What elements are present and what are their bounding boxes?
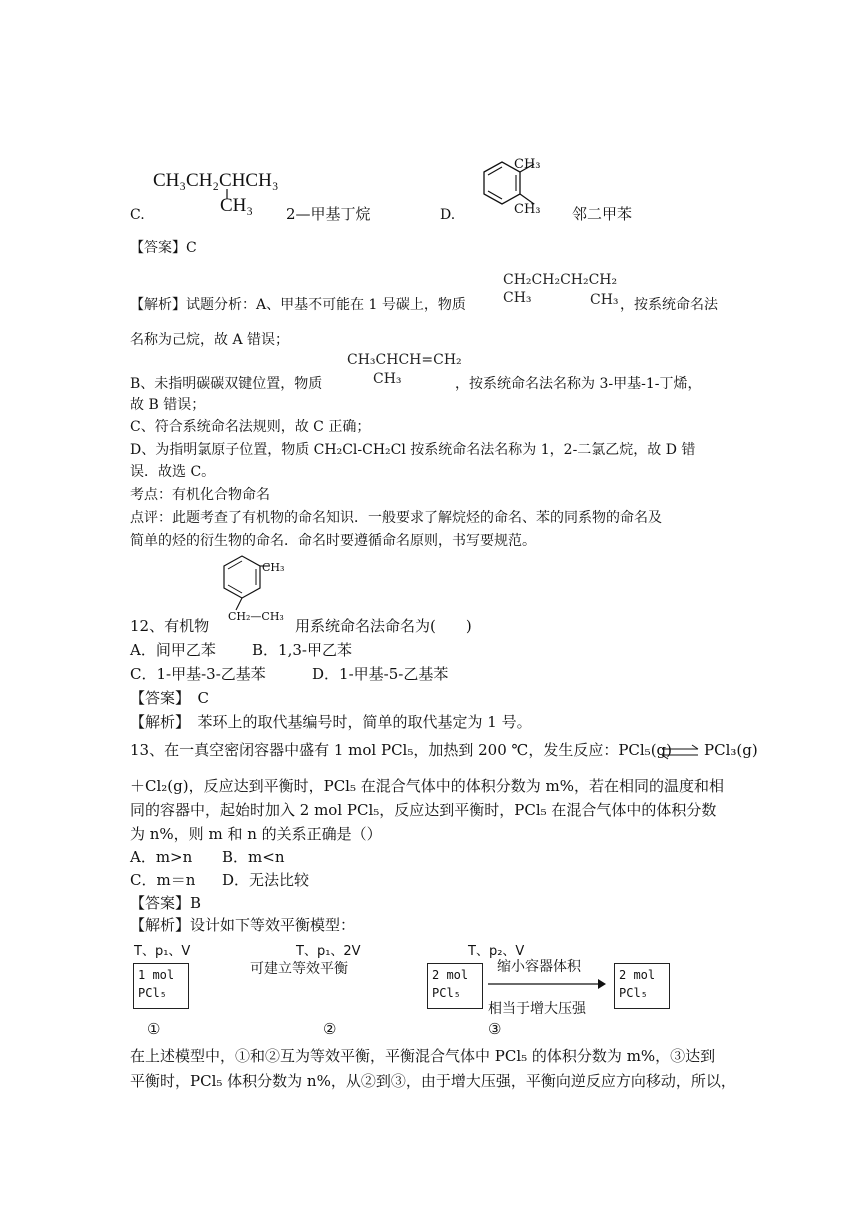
formula-2-methylbutane-branch: CH₃ (220, 195, 254, 216)
q13-analysis-intro: 【解析】设计如下等效平衡模型： (130, 916, 356, 934)
box1-substance: PCl₅ (138, 986, 167, 1000)
condition-3: T、p₂、V (468, 944, 525, 959)
analysis-d-line1: D、为指明氯原子位置，物质 CH₂Cl-CH₂Cl 按系统命名法名称为 1，2-二氯乙烷，故 D 错 (130, 442, 696, 458)
container-box-1 (133, 963, 189, 1009)
analysis-c: C、符合系统命名法规则，故 C 正确； (130, 419, 371, 435)
arrow-bottom-label: 相当于增大压强 (488, 1001, 586, 1017)
q13-option-d: D．无法比较 (222, 871, 310, 889)
equilibrium-arrow-icon (660, 744, 700, 760)
q12-option-a: A．间甲乙苯 (130, 641, 216, 659)
dianping-line2: 简单的烃的衍生物的命名．命名时要遵循命名原则，书写要规范。 (130, 533, 536, 549)
conclusion-line2: 平衡时，PCl₅ 体积分数为 n%，从②到③，由于增大压强，平衡向逆反应方向移动，所以， (130, 1072, 736, 1090)
q12-option-b: B．1,3-甲乙苯 (252, 641, 352, 659)
q12-analysis: 【解析】 苯环上的取代基编号时，简单的取代基定为 1 号。 (130, 713, 532, 731)
q13-line3: 同的容器中，起始时加入 2 mol PCl₅，反应达到平衡时，PCl₅ 在混合气体中的体积分数 (130, 801, 717, 819)
box2-amount: 2 mol (432, 968, 469, 982)
q13-answer: 【答案】B (130, 894, 202, 912)
q13-option-a: A．m>n (130, 848, 193, 866)
bond-line (225, 189, 229, 199)
condition-1: T、p₁、V (134, 944, 191, 959)
box2-substance: PCl₅ (432, 986, 461, 1000)
analysis-b-part2: ，按系统命名法名称为 3-甲基-1-丁烯， (455, 376, 702, 392)
formula-hexane-main: CH₂CH₂CH₂CH₂ (503, 272, 618, 288)
o-xylene-top-methyl: CH₃ (514, 157, 541, 172)
q12-answer: 【答案】 C (130, 689, 209, 707)
formula-methylbutene-main: CH₃CHCH=CH₂ (347, 352, 462, 368)
analysis-a-part2: ，按系统命名法 (620, 297, 718, 313)
q12-option-c: C．1-甲基-3-乙基苯 (130, 665, 266, 683)
kaodian: 考点：有机化合物命名 (130, 487, 270, 503)
label-state-2: ② (323, 1020, 337, 1038)
q12-prefix: 12、有机物 (130, 617, 210, 635)
option-c-letter: C. (130, 207, 145, 223)
analysis-a-part3: 名称为己烷，故 A 错误； (130, 332, 290, 348)
m-ethyltoluene-methyl: CH₃ (262, 561, 285, 574)
formula-hexane-right: CH₃ (590, 292, 619, 308)
conclusion-line1: 在上述模型中，①和②互为等效平衡，平衡混合气体中 PCl₅ 的体积分数为 m%，③达到 (130, 1047, 716, 1065)
analysis-b-part3: 故 B 错误； (130, 397, 206, 413)
dianping-line1: 点评：此题考查了有机物的命名知识．一般要求了解烷烃的命名、苯的同系物的命名及 (130, 510, 662, 526)
q13-option-c: C．m＝n (130, 871, 196, 889)
analysis-b-part1: B、未指明碳碳双键位置，物质 (130, 376, 323, 392)
formula-methylbutene-branch: CH₃ (373, 371, 402, 387)
container-box-2 (427, 963, 483, 1009)
q13-option-b: B．m<n (222, 848, 285, 866)
q13-line4: 为 n%，则 m 和 n 的关系正确是（） (130, 825, 382, 843)
o-xylene-bottom-methyl: CH₃ (514, 202, 541, 217)
arrow-top-label: 缩小容器体积 (497, 959, 581, 975)
equivalent-equilibrium-label: 可建立等效平衡 (250, 961, 348, 977)
condition-2: T、p₁、2V (296, 944, 361, 959)
formula-hexane-left: CH₃ (503, 290, 532, 306)
option-c-name: 2—甲基丁烷 (286, 205, 371, 223)
label-state-1: ① (147, 1020, 161, 1038)
box3-amount: 2 mol (619, 968, 656, 982)
answer-11: 【答案】C (130, 240, 197, 256)
label-state-3: ③ (488, 1020, 502, 1038)
q13-line1-b: PCl₃(g) (704, 741, 758, 759)
m-ethyltoluene-ethyl: CH₂—CH₃ (228, 610, 284, 623)
q13-line1-a: 13、在一真空密闭容器中盛有 1 mol PCl₅，加热到 200 ℃，发生反应：PCl₅(g) (130, 741, 673, 759)
box1-amount: 1 mol (138, 968, 175, 982)
right-arrow-icon (488, 978, 606, 990)
formula-2-methylbutane-main: CH₃CH₂CHCH₃ (153, 170, 279, 191)
option-d-name: 邻二甲苯 (572, 205, 633, 223)
analysis-a-part1: 【解析】试题分析：A、甲基不可能在 1 号碳上，物质 (130, 297, 466, 313)
option-d-letter: D. (440, 207, 456, 223)
q12-option-d: D．1-甲基-5-乙基苯 (312, 665, 449, 683)
q12-suffix: 用系统命名法命名为( ) (295, 617, 472, 635)
analysis-d-line2: 误．故选 C。 (130, 464, 216, 480)
box3-substance: PCl₅ (619, 986, 648, 1000)
q13-line2: ＋Cl₂(g)，反应达到平衡时，PCl₅ 在混合气体中的体积分数为 m%，若在相同的温度和相 (130, 777, 724, 795)
container-box-3 (614, 963, 670, 1009)
